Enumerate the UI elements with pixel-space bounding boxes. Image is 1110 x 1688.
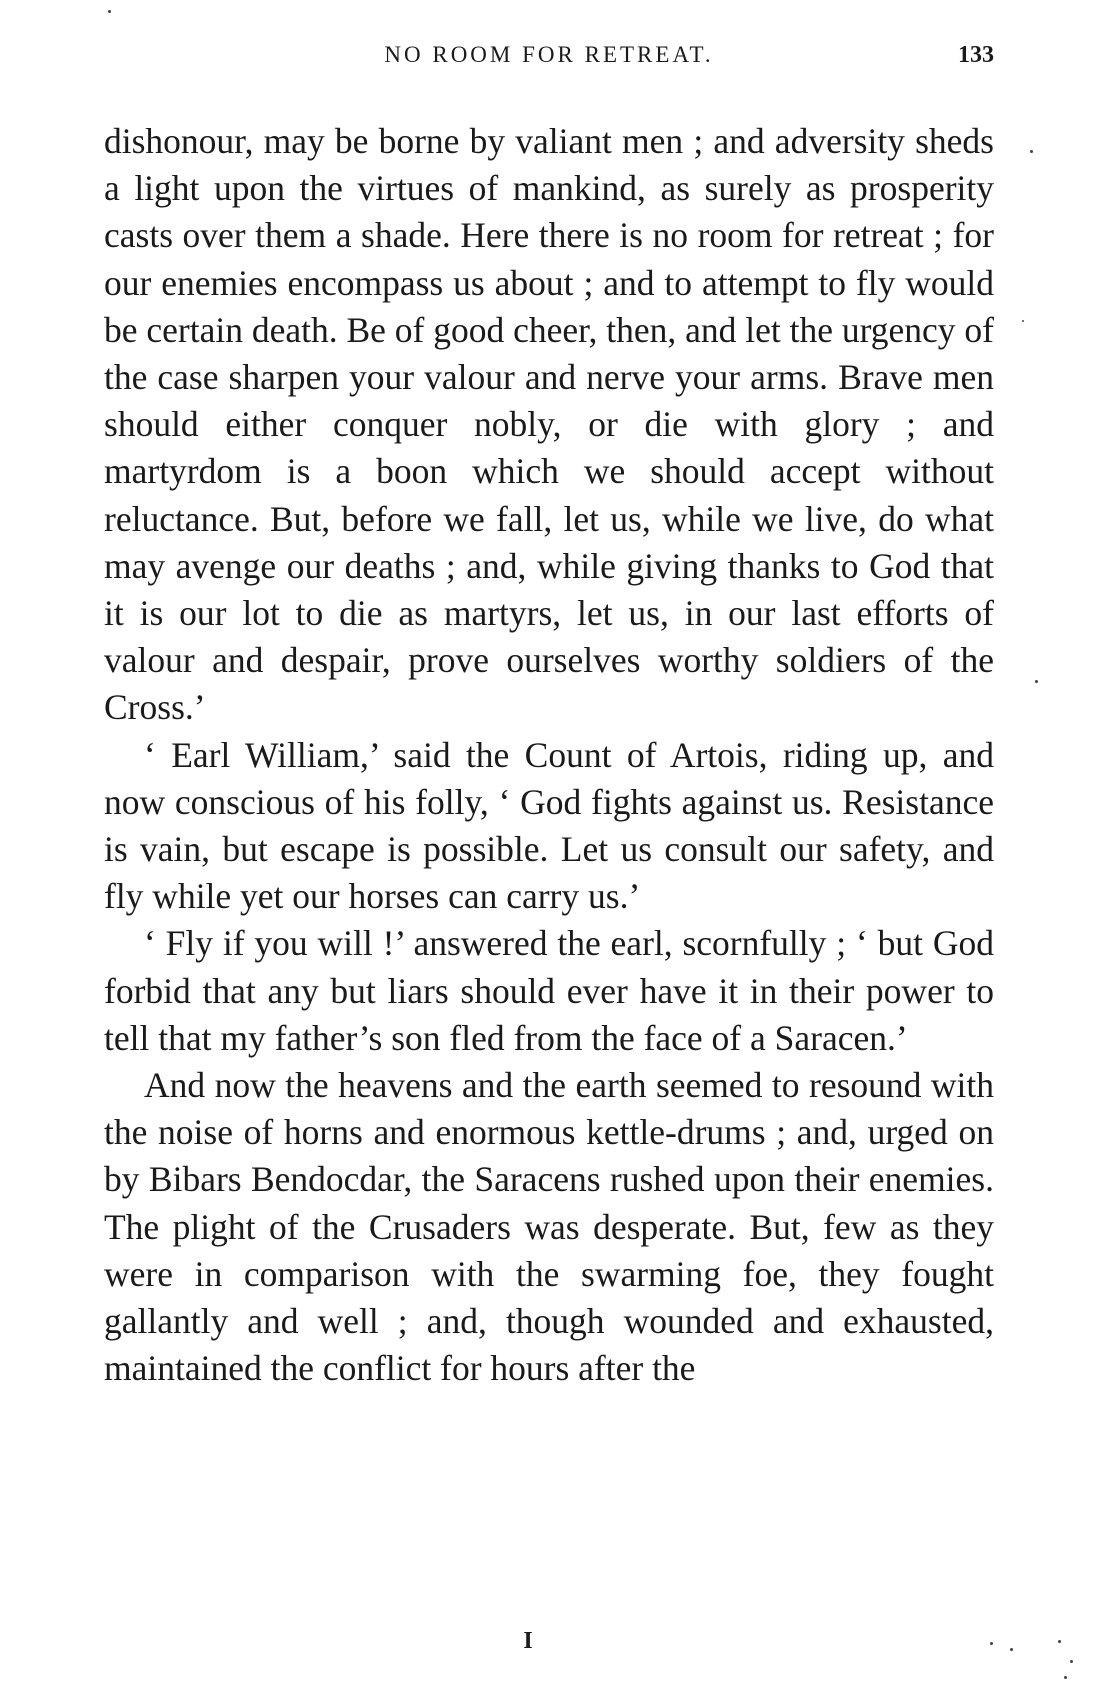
running-title: NO ROOM FOR RETREAT.	[384, 42, 714, 67]
page-number: 133	[958, 42, 994, 68]
paragraph-continued: dishonour, may be borne by valiant men ; and adversity sheds a light upon the virtues of mankind, as surely as prosperity casts over them a shade. Here there is no room for retreat ; for our enemies encompass us about ; and to attempt to fly would be certain death. Be of good cheer, then, and let the urgency of the case sharpen your valour and nerve your arms. Brave men should either conquer nobly, or die with glory ; and martyrdom is a boon which we should accept without reluctance. But, before we fall, let us, while we live, do what may avenge our deaths ; and, while giving thanks to God that it is our lot to die as martyrs, let us, in our last efforts of valour and despair, prove ourselves worthy soldiers of the Cross.’	[104, 121, 994, 728]
print-speck	[990, 1642, 993, 1645]
print-speck	[1064, 1676, 1067, 1679]
print-speck	[1070, 1660, 1073, 1663]
signature-mark: I	[523, 1628, 533, 1654]
paragraph-earl-reply: ‘ Fly if you will !’ answered the earl, scornfully ; ‘ but God forbid that any but liars should ever have it in their power to tell that my father’s son fled from the face of a Saracen.’	[104, 923, 994, 1058]
paragraph-saracen-attack: And now the heavens and the earth seemed to resound with the noise of horns and enormous kettle-drums ; and, urged on by Bibars Bendocdar, the Saracens rushed upon their enemies. The plight of the Crusaders was desperate. But, few as they were in comparison with the swarming foe, they fought gallantly and well ; and, though wounded and exhausted, maintained the conflict for hours after the	[104, 1065, 994, 1389]
print-speck	[1030, 150, 1033, 153]
paragraph-count-of-artois: ‘ Earl William,’ said the Count of Artois, riding up, and now conscious of his folly, ‘ God fights against us. Resistance is vain, but escape is possible. Let us consult our safety, and fly while yet our horses can carry us.’	[104, 734, 994, 917]
print-speck	[1058, 1640, 1061, 1643]
print-speck	[1022, 320, 1024, 322]
print-speck	[1035, 680, 1038, 683]
print-speck	[1010, 1648, 1013, 1651]
body-text	[104, 118, 994, 1392]
print-speck	[108, 10, 111, 13]
running-head	[104, 42, 994, 82]
